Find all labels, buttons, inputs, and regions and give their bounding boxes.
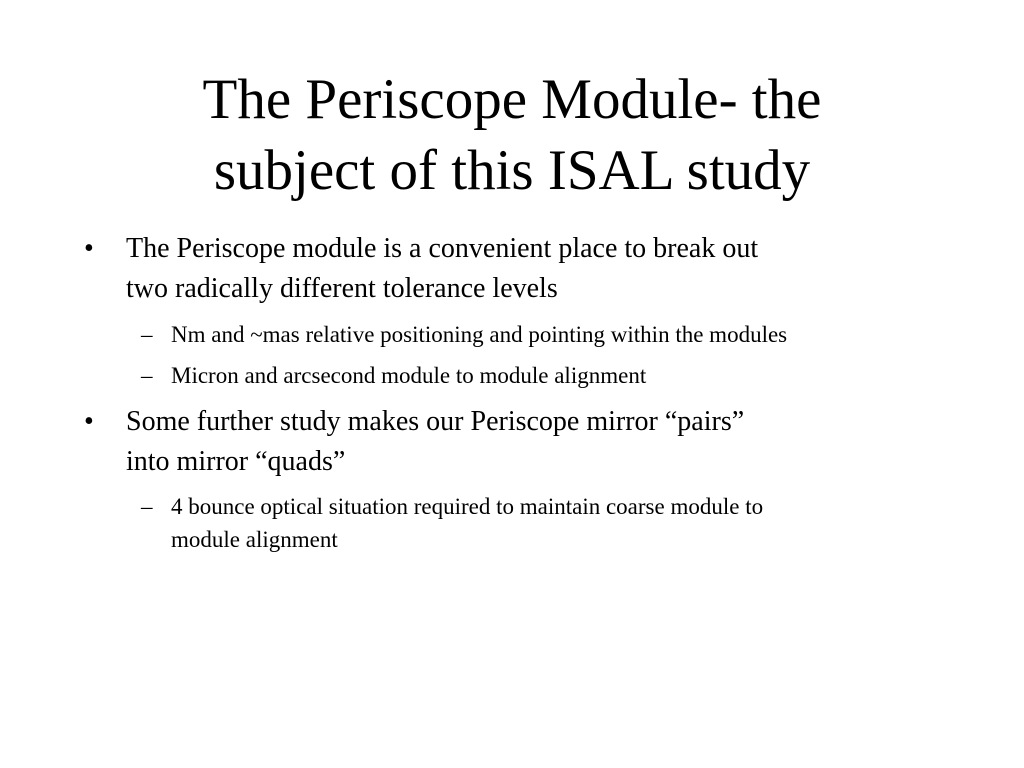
bullet-line: Some further study makes our Periscope mirror “pairs” [126,406,745,437]
sub-bullet-line: Micron and arcsecond module to module alignment [171,363,647,388]
bullet-marker: • [84,233,94,264]
bullet-line: two radically different tolerance levels [126,273,558,304]
sub-bullet-text [171,359,951,392]
sub-bullet-line: 4 bounce optical situation required to maintain coarse module to [171,494,764,519]
sub-bullet-marker: – [141,322,153,347]
sub-bullet-marker: – [141,363,153,388]
sub-bullet-line: Nm and ~mas relative positioning and pointing within the modules [171,322,788,347]
sub-bullet-text [171,318,951,351]
bullet-text [126,402,936,482]
bullet-line: The Periscope module is a convenient place to break out [126,233,759,264]
sub-bullet-text [171,490,951,556]
title-line: The Periscope Module- the [202,68,822,131]
title-line: subject of this ISAL study [213,139,811,202]
bullet-marker: • [84,406,94,437]
bullet-line: into mirror “quads” [126,446,346,477]
sub-bullet-marker: – [141,494,153,519]
sub-bullet-line: module alignment [171,527,338,552]
bullet-text [126,229,936,309]
